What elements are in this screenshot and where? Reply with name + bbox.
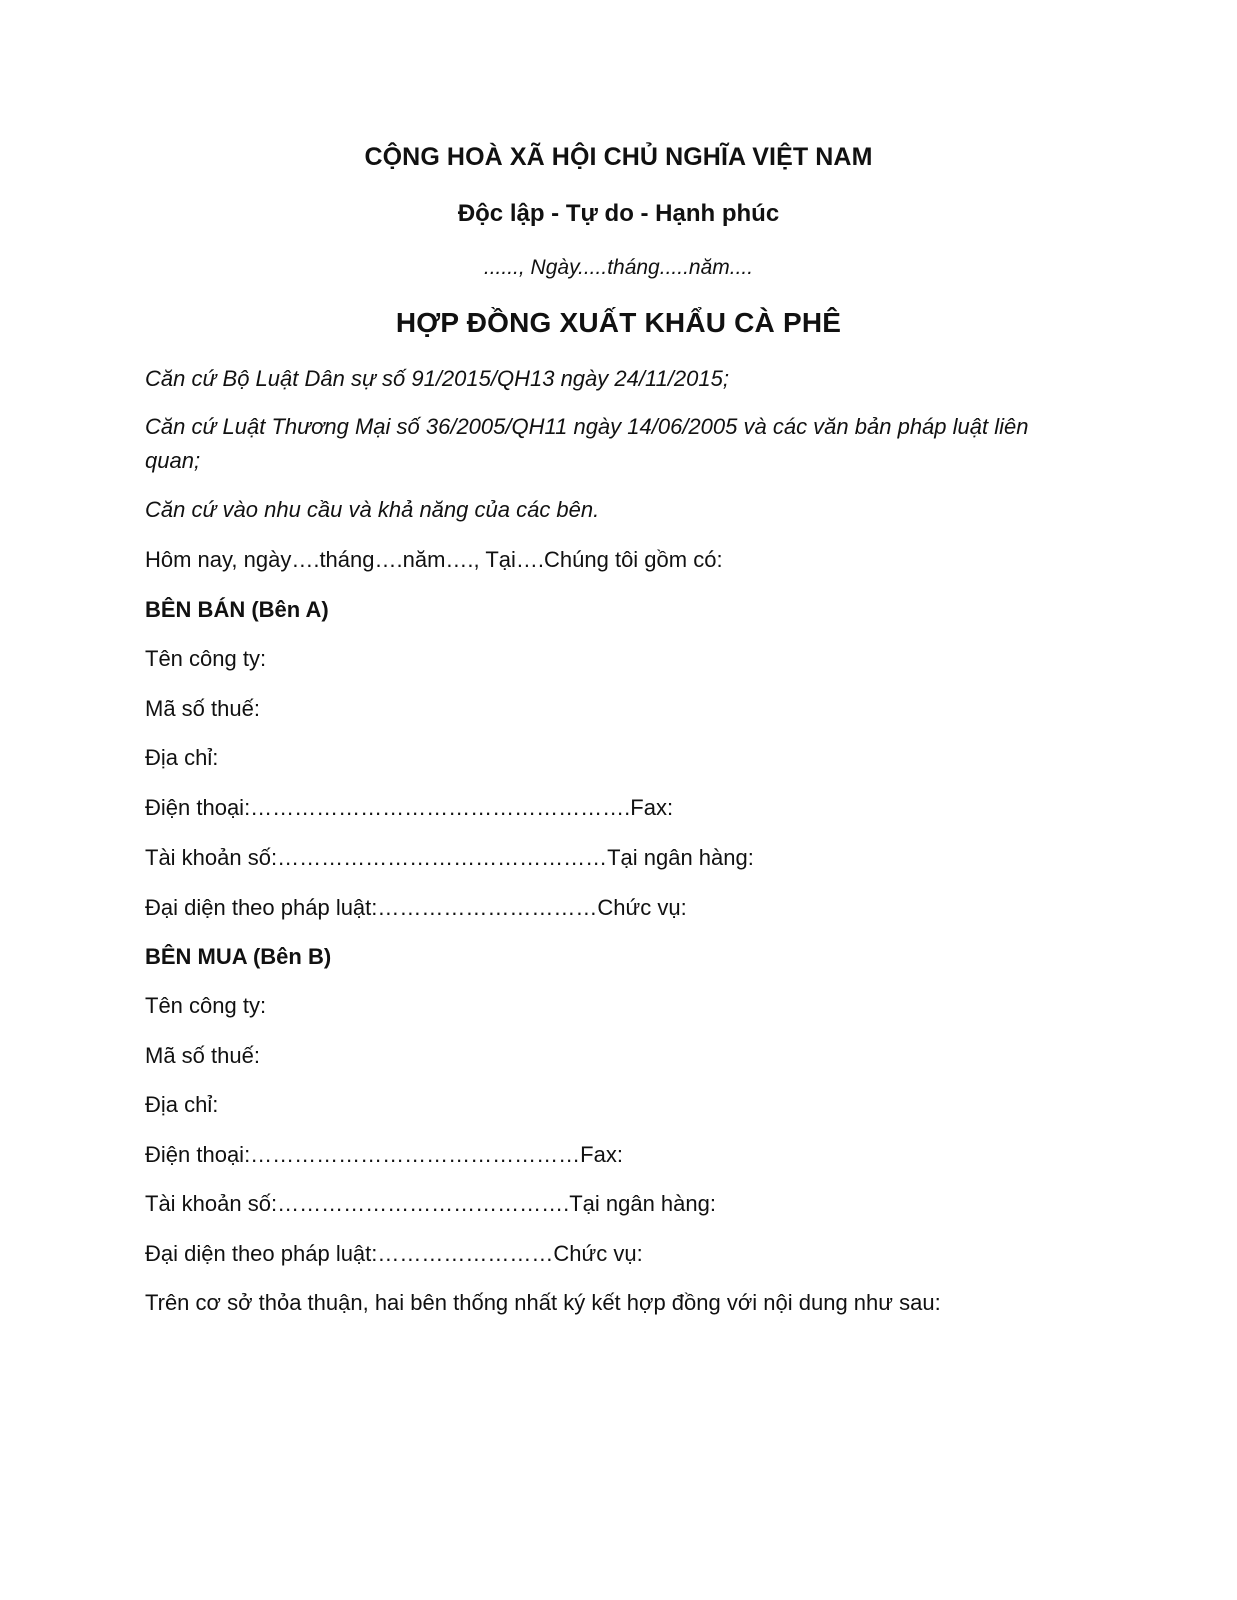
party-b-address: Địa chỉ: (145, 1092, 219, 1117)
party-b-company: Tên công ty: (145, 993, 267, 1018)
party-a-company: Tên công ty: (145, 646, 267, 671)
party-b-phone-fax: Điện thoại:………………………………………Fax: (145, 1142, 623, 1167)
legal-basis-civil-code: Căn cứ Bộ Luật Dân sự số 91/2015/QH13 ngày 24/11/2015; (145, 366, 729, 391)
party-a-representative: Đại diện theo pháp luật:…………………………Chức vụ: (145, 895, 687, 920)
party-b-representative: Đại diện theo pháp luật:……………………Chức vụ: (145, 1241, 643, 1266)
party-a-tax-code: Mã số thuế: (145, 696, 260, 721)
motto-heading: Độc lập - Tự do - Hạnh phúc (457, 200, 780, 227)
party-a-bank-account: Tài khoản số:………………………………………Tại ngân hàng: (145, 845, 754, 870)
today-line: Hôm nay, ngày….tháng….năm…., Tại….Chúng tôi gồm có: (145, 547, 723, 572)
party-a-heading: BÊN BÁN (Bên A) (145, 597, 329, 622)
party-a-address: Địa chỉ: (145, 745, 219, 770)
party-b-tax-code: Mã số thuế: (145, 1043, 260, 1068)
legal-basis-needs: Căn cứ vào nhu cầu và khả năng của các bên. (145, 497, 600, 522)
party-b-bank-account: Tài khoản số:………………………………….Tại ngân hàng: (145, 1191, 716, 1216)
party-a-phone-fax: Điện thoại:…………………………………………….Fax: (145, 795, 674, 820)
nation-heading: CỘNG HOÀ XÃ HỘI CHỦ NGHĨA VIỆT NAM (364, 143, 873, 171)
contract-title: HỢP ĐỒNG XUẤT KHẨU CÀ PHÊ (395, 307, 842, 338)
closing-statement: Trên cơ sở thỏa thuận, hai bên thống nhất ký kết hợp đồng với nội dung như sau: (145, 1290, 941, 1315)
date-line: ......, Ngày.....tháng.....năm.... (483, 256, 754, 279)
party-b-heading: BÊN MUA (Bên B) (145, 944, 332, 969)
legal-basis-commercial-law: Căn cứ Luật Thương Mại số 36/2005/QH11 ngày 14/06/2005 và các văn bản pháp luật liên quan; (145, 414, 1029, 473)
